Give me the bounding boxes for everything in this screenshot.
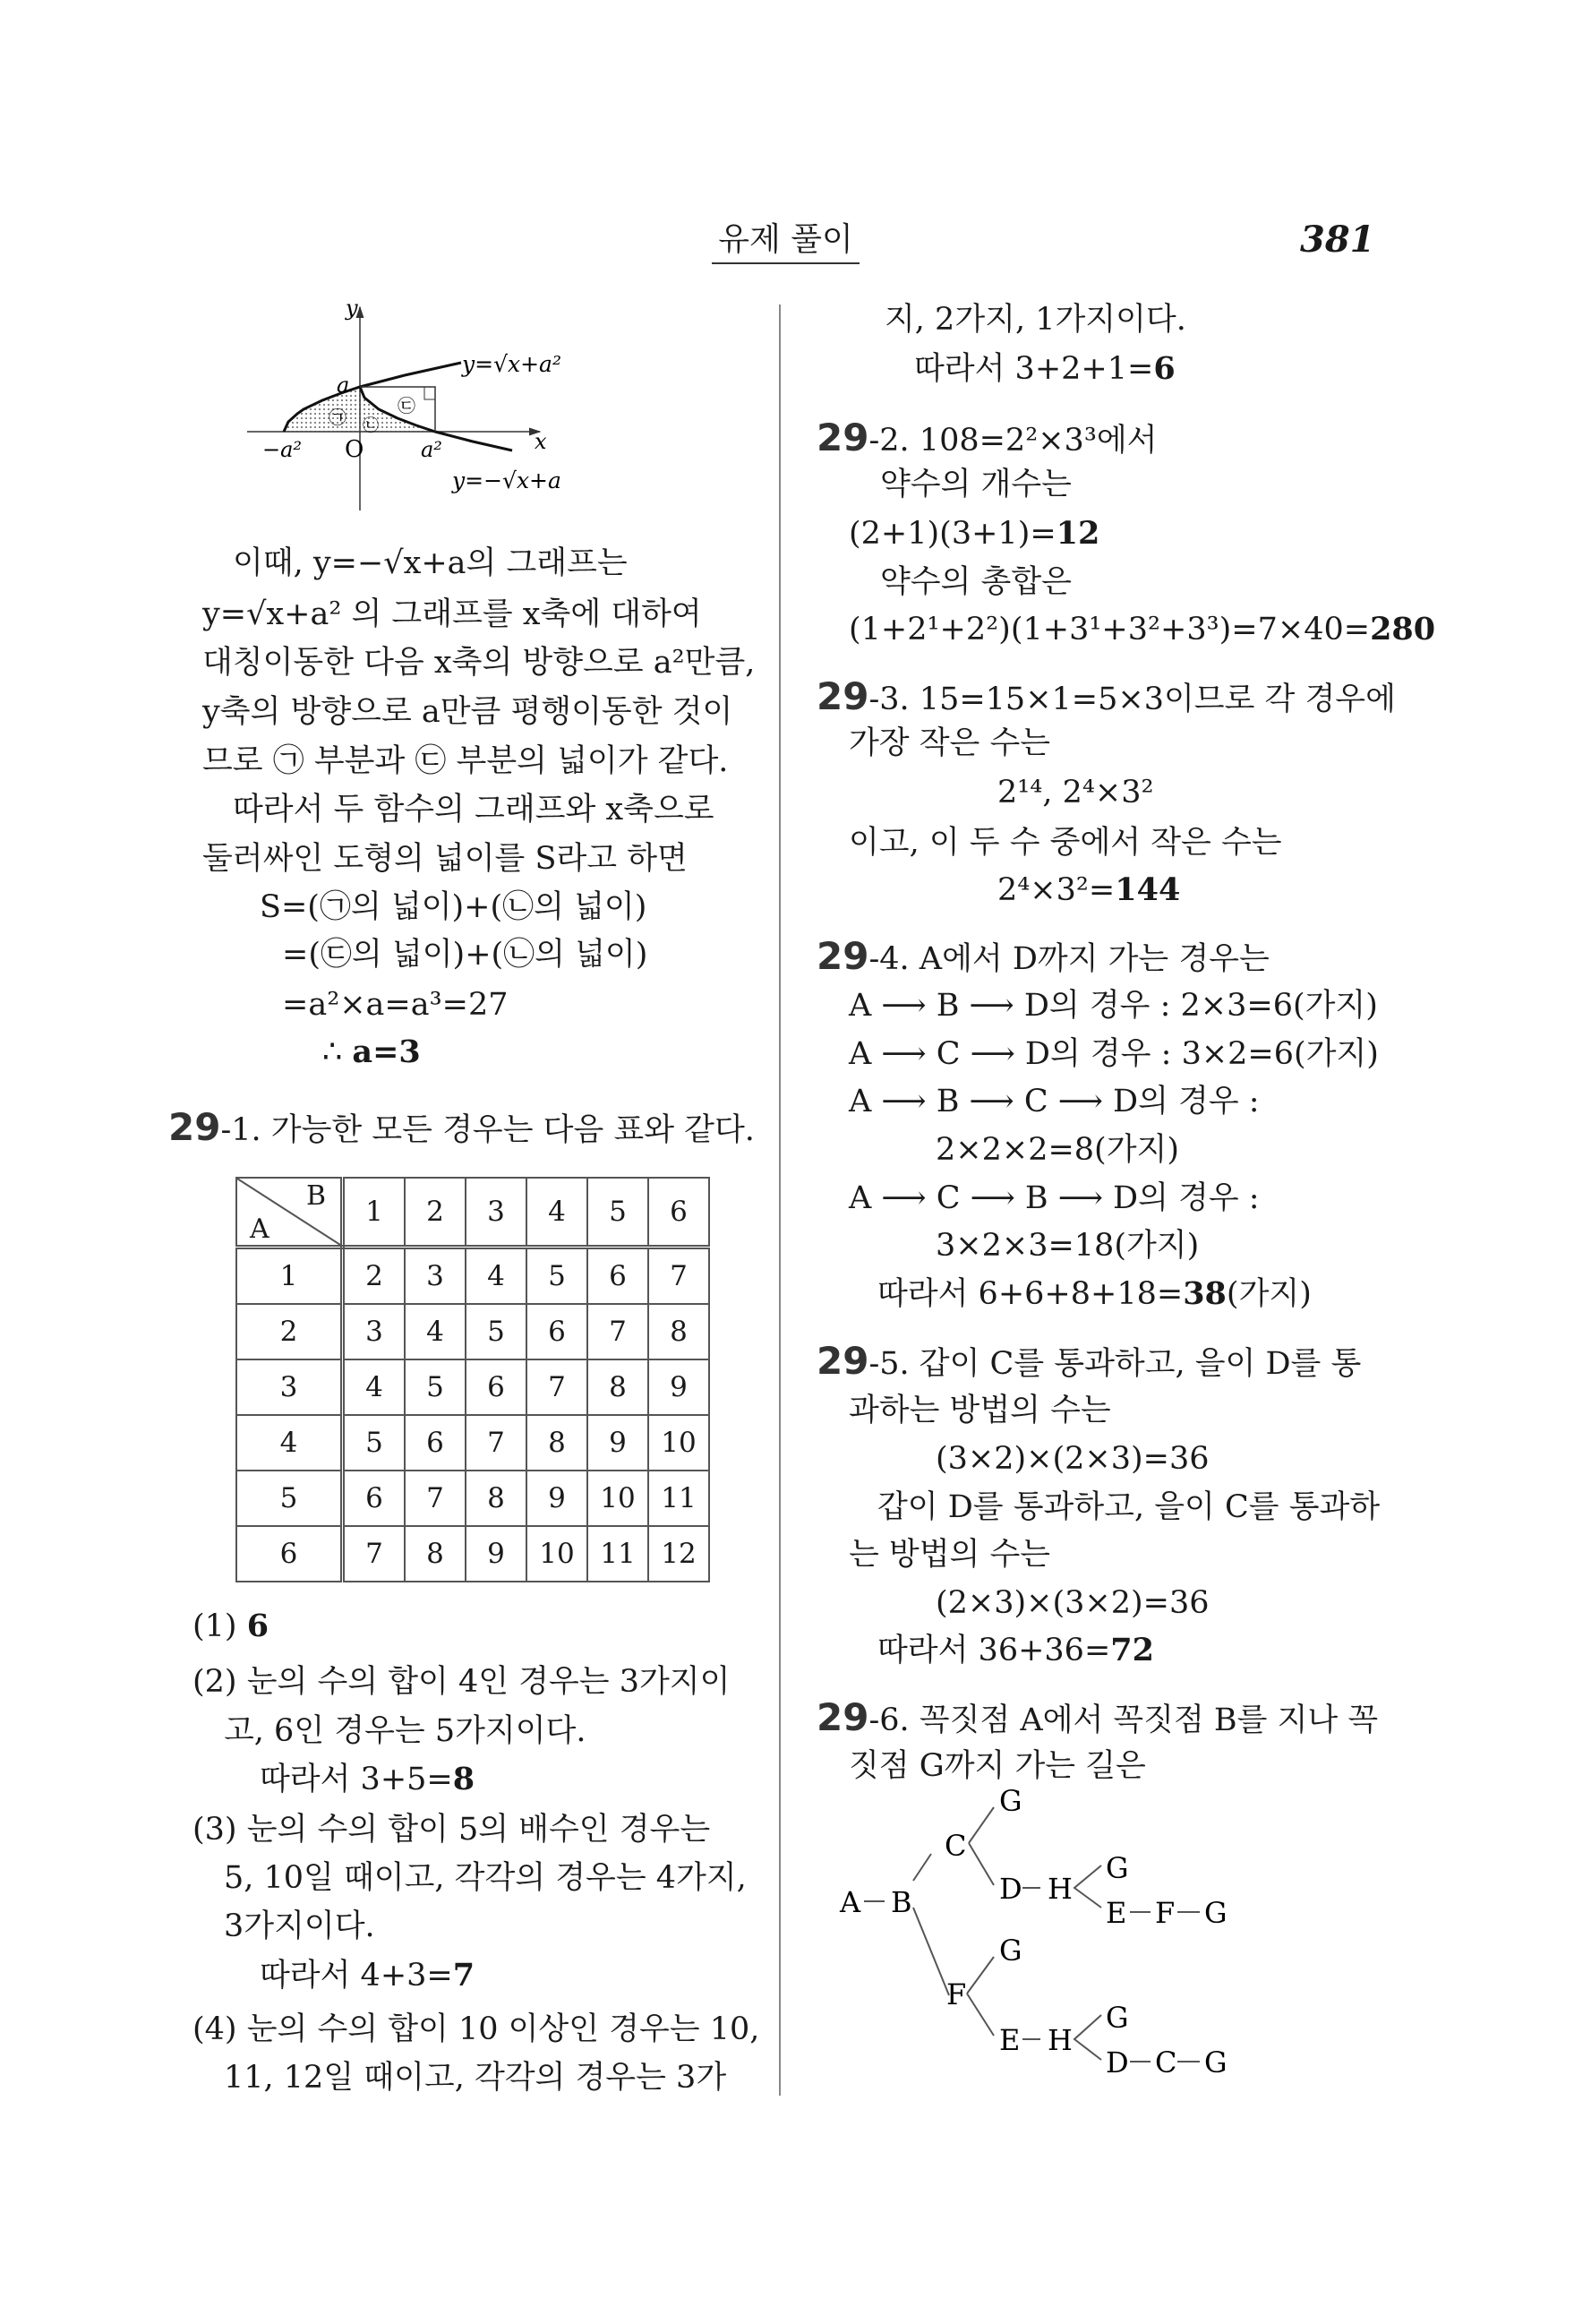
node-b: B (891, 1885, 912, 1919)
equation-line: S=(㉠의 넓이)+(㉡의 넓이) (260, 889, 647, 925)
table-cell: 11 (587, 1526, 648, 1582)
table-cell: 6 (343, 1471, 406, 1526)
table-cell: 4 (405, 1304, 466, 1359)
equation-line: 2×2×2=8(가지) (936, 1132, 1179, 1168)
answer: 6 (246, 1608, 269, 1644)
result-line (877, 1272, 1312, 1316)
text-line: 둘러싸인 도형의 넓이를 S라고 하면 (202, 841, 688, 877)
conclusion-line (322, 1030, 421, 1075)
item-label: (1) (192, 1608, 247, 1644)
table-row (236, 1359, 709, 1415)
node-e: E (1106, 1896, 1127, 1930)
equation-line: =(㉢의 넓이)+(㉡의 넓이) (282, 937, 648, 973)
branch-b (913, 1854, 949, 1995)
branch-h1 (1074, 1865, 1101, 1908)
branch-h2 (1074, 2015, 1101, 2060)
region-2-label: ㉡ (363, 416, 379, 435)
path-case: A ⟶ C ⟶ B ⟶ D의 경우 : (849, 1180, 1260, 1216)
path-case: A ⟶ C ⟶ D의 경우 : 3×2=6(가지) (849, 1036, 1379, 1072)
row-header: 5 (236, 1471, 343, 1526)
column-divider (779, 304, 781, 2096)
table-cell: 6 (587, 1248, 648, 1305)
function-graph (0, 0, 779, 537)
table-cell: 3 (343, 1304, 406, 1359)
problem-number: 29 (817, 416, 869, 459)
node-g: G (1204, 1896, 1228, 1930)
table-cell: 5 (526, 1248, 587, 1305)
table-cell: 6 (405, 1415, 466, 1471)
upper-curve-label: y=√x+a² (462, 351, 561, 377)
column-header: 3 (466, 1178, 526, 1248)
table-cell: 12 (648, 1526, 709, 1582)
table-cell: 2 (343, 1248, 406, 1305)
text-line: 따라서 두 함수의 그래프와 x축으로 (233, 792, 714, 828)
text-line: (2) 눈의 수의 합이 4인 경우는 3가지이 (192, 1664, 731, 1700)
text-line: 약수의 개수는 (880, 467, 1072, 502)
text-line: 5, 10일 때이고, 각각의 경우는 4가지, (224, 1860, 747, 1896)
column-header: 6 (648, 1178, 709, 1248)
problem-text: -4. A에서 D까지 가는 경우는 (868, 941, 1270, 977)
answer: 280 (1370, 611, 1436, 647)
region-3-label: ㉢ (398, 395, 415, 416)
table-cell: 10 (648, 1415, 709, 1471)
table-cell: 10 (587, 1471, 648, 1526)
table-cell: 7 (648, 1248, 709, 1305)
column-header: 4 (526, 1178, 587, 1248)
x-label: x (535, 429, 547, 454)
answer: 6 (1153, 350, 1176, 387)
text-line: 11, 12일 때이고, 각각의 경우는 3가 (224, 2060, 727, 2096)
a2-label: a² (421, 437, 442, 462)
table-cell: 5 (405, 1359, 466, 1415)
equation: 2⁴×3²= (997, 872, 1116, 908)
text-line: 짓점 G까지 가는 길은 (849, 1748, 1146, 1784)
node-c: C (1155, 2045, 1177, 2080)
equation: (1+2¹+2²)(1+3¹+3²+3³)=7×40= (849, 612, 1371, 647)
equation-line (997, 868, 1180, 913)
table-cell: 8 (648, 1304, 709, 1359)
text-line: 갑이 D를 통과하고, 을이 C를 통과하 (877, 1489, 1381, 1525)
table-row (236, 1248, 709, 1305)
region-1-label: ㉠ (329, 407, 346, 428)
result-line (260, 1757, 475, 1802)
branch-f (967, 1957, 994, 2036)
equation: (2+1)(3+1)= (849, 516, 1056, 552)
table-cell: 9 (587, 1415, 648, 1471)
node-d: D (999, 1872, 1022, 1906)
table-cell: 3 (405, 1248, 466, 1305)
column-header: 1 (343, 1178, 406, 1248)
answer: 12 (1056, 515, 1100, 552)
answer: 144 (1115, 871, 1181, 908)
table-cell: 7 (526, 1359, 587, 1415)
result-line (914, 347, 1176, 391)
corner-label-a: A (250, 1213, 269, 1245)
text-line: y축의 방향으로 a만큼 평행이동한 것이 (202, 694, 733, 730)
answer: 72 (1110, 1632, 1154, 1668)
problem-text: -3. 15=15×1=5×3이므로 각 경우에 (868, 682, 1396, 717)
node-g: G (1106, 2001, 1129, 2035)
table-cell: 5 (343, 1415, 406, 1471)
table-cell: 8 (405, 1526, 466, 1582)
answer: 7 (452, 1957, 475, 1994)
problem-text: -5. 갑이 C를 통과하고, 을이 D를 통 (868, 1346, 1362, 1382)
answer-1 (192, 1604, 269, 1649)
table-cell: 7 (587, 1304, 648, 1359)
equation-line: 3×2×3=18(가지) (936, 1228, 1200, 1264)
problem-number: 29 (168, 1105, 221, 1149)
table-cell: 6 (466, 1359, 526, 1415)
problem-text: -6. 꼭짓점 A에서 꼭짓점 B를 지나 꼭 (868, 1702, 1379, 1738)
corner-label-b: B (305, 1180, 326, 1212)
equation-line: (3×2)×(2×3)=36 (936, 1441, 1210, 1477)
table-cell: 5 (466, 1304, 526, 1359)
table-cell: 7 (466, 1415, 526, 1471)
node-d: D (1106, 2045, 1129, 2080)
answer: 38 (1183, 1275, 1227, 1312)
node-c: C (945, 1829, 967, 1863)
problem-29-6-heading (817, 1695, 1378, 1743)
node-a: A (840, 1885, 861, 1919)
dice-sum-table (235, 1177, 710, 1582)
text-line: 이고, 이 두 수 중에서 작은 수는 (849, 825, 1282, 861)
equation-line: (2×3)×(3×2)=36 (936, 1585, 1210, 1621)
text-line: 가장 작은 수는 (849, 725, 1051, 761)
therefore-symbol: ∴ (322, 1034, 353, 1070)
problem-text: -1. 가능한 모든 경우는 다음 표와 같다. (220, 1112, 755, 1148)
path-tree-diagram (806, 1773, 1433, 2096)
equation-line (849, 511, 1099, 556)
node-e: E (999, 2023, 1021, 2057)
section-title: 유제 풀이 (712, 218, 860, 264)
table-row (236, 1526, 709, 1582)
row-header: 2 (236, 1304, 343, 1359)
node-h: H (1048, 2023, 1073, 2057)
neg-a2-label: −a² (262, 437, 303, 462)
problem-29-5-heading (817, 1339, 1361, 1386)
text-line: 과하는 방법의 수는 (849, 1393, 1111, 1428)
row-header: 4 (236, 1415, 343, 1471)
node-g: G (999, 1784, 1022, 1818)
page-number: 381 (1300, 219, 1375, 261)
lower-curve-label: y=−√x+a (452, 467, 561, 493)
result-text: 따라서 36+36= (877, 1633, 1111, 1668)
equation-line (849, 607, 1435, 652)
table-cell: 9 (526, 1471, 587, 1526)
table-cell: 11 (648, 1471, 709, 1526)
result-line (877, 1628, 1154, 1673)
node-h: H (1048, 1872, 1073, 1906)
table-cell: 10 (526, 1526, 587, 1582)
column-header: 5 (587, 1178, 648, 1248)
table-cell: 9 (466, 1526, 526, 1582)
node-f: F (946, 1977, 967, 2011)
text-line: 대칭이동한 다음 x축의 방향으로 a²만큼, (202, 645, 756, 681)
table-cell: 8 (466, 1471, 526, 1526)
equation-line: =a²×a=a³=27 (282, 987, 509, 1023)
table-cell: 4 (343, 1359, 406, 1415)
text-line: (4) 눈의 수의 합이 10 이상인 경우는 10, (192, 2011, 760, 2047)
answer: 8 (452, 1761, 475, 1797)
table-cell: 9 (648, 1359, 709, 1415)
row-header: 1 (236, 1248, 343, 1305)
table-cell: 8 (587, 1359, 648, 1415)
problem-29-2-heading (817, 416, 1157, 463)
origin-label: O (345, 436, 364, 463)
text-line: 이때, y=−√x+a의 그래프는 (233, 545, 628, 581)
y-label: y (346, 296, 358, 321)
node-g: G (1106, 1851, 1129, 1885)
unit: (가지) (1226, 1276, 1312, 1312)
node-g: G (999, 1934, 1022, 1968)
result-text: 따라서 6+6+8+18= (877, 1276, 1184, 1312)
a-label: a (337, 373, 350, 398)
result-line (260, 1953, 475, 1998)
text-line: 3가지이다. (224, 1908, 375, 1944)
row-header: 3 (236, 1359, 343, 1415)
result-text: 따라서 4+3= (260, 1958, 453, 1994)
table-corner-cell (236, 1178, 343, 1248)
table-row (236, 1415, 709, 1471)
problem-29-3-heading (817, 674, 1396, 722)
table-cell: 4 (466, 1248, 526, 1305)
answer: a=3 (352, 1033, 421, 1070)
path-case: A ⟶ B ⟶ D의 경우 : 2×3=6(가지) (849, 988, 1378, 1024)
column-header: 2 (405, 1178, 466, 1248)
problem-number: 29 (817, 1695, 869, 1739)
problem-number: 29 (817, 674, 869, 718)
table-header-row (236, 1178, 709, 1248)
node-f: F (1155, 1896, 1176, 1930)
result-text: 따라서 3+2+1= (914, 351, 1154, 387)
row-header: 6 (236, 1526, 343, 1582)
equation-line: 2¹⁴, 2⁴×3² (997, 775, 1154, 810)
text-line: (3) 눈의 수의 합이 5의 배수인 경우는 (192, 1812, 711, 1848)
problem-text: -2. 108=2²×3³에서 (868, 423, 1158, 459)
branch-c (969, 1807, 994, 1885)
table-row (236, 1304, 709, 1359)
text-line: 므로 ㉠ 부분과 ㉢ 부분의 넓이가 같다. (202, 743, 729, 779)
text-line: 약수의 총합은 (880, 564, 1072, 600)
table-cell: 7 (343, 1526, 406, 1582)
table-cell: 8 (526, 1415, 587, 1471)
text-line: 는 방법의 수는 (849, 1537, 1051, 1573)
table-cell: 6 (526, 1304, 587, 1359)
problem-number: 29 (817, 1339, 869, 1383)
problem-29-1-heading (168, 1105, 755, 1153)
path-case: A ⟶ B ⟶ C ⟶ D의 경우 : (849, 1084, 1260, 1119)
node-g: G (1204, 2045, 1228, 2080)
result-text: 따라서 3+5= (260, 1762, 453, 1797)
text-line: 지, 2가지, 1가지이다. (885, 302, 1186, 338)
right-angle-mark (424, 387, 435, 399)
table-cell: 7 (405, 1471, 466, 1526)
text-line: y=√x+a² 의 그래프를 x축에 대하여 (202, 596, 702, 632)
problem-number: 29 (817, 934, 869, 978)
text-line: 고, 6인 경우는 5가지이다. (224, 1713, 586, 1749)
table-row (236, 1471, 709, 1526)
problem-29-4-heading (817, 934, 1270, 982)
